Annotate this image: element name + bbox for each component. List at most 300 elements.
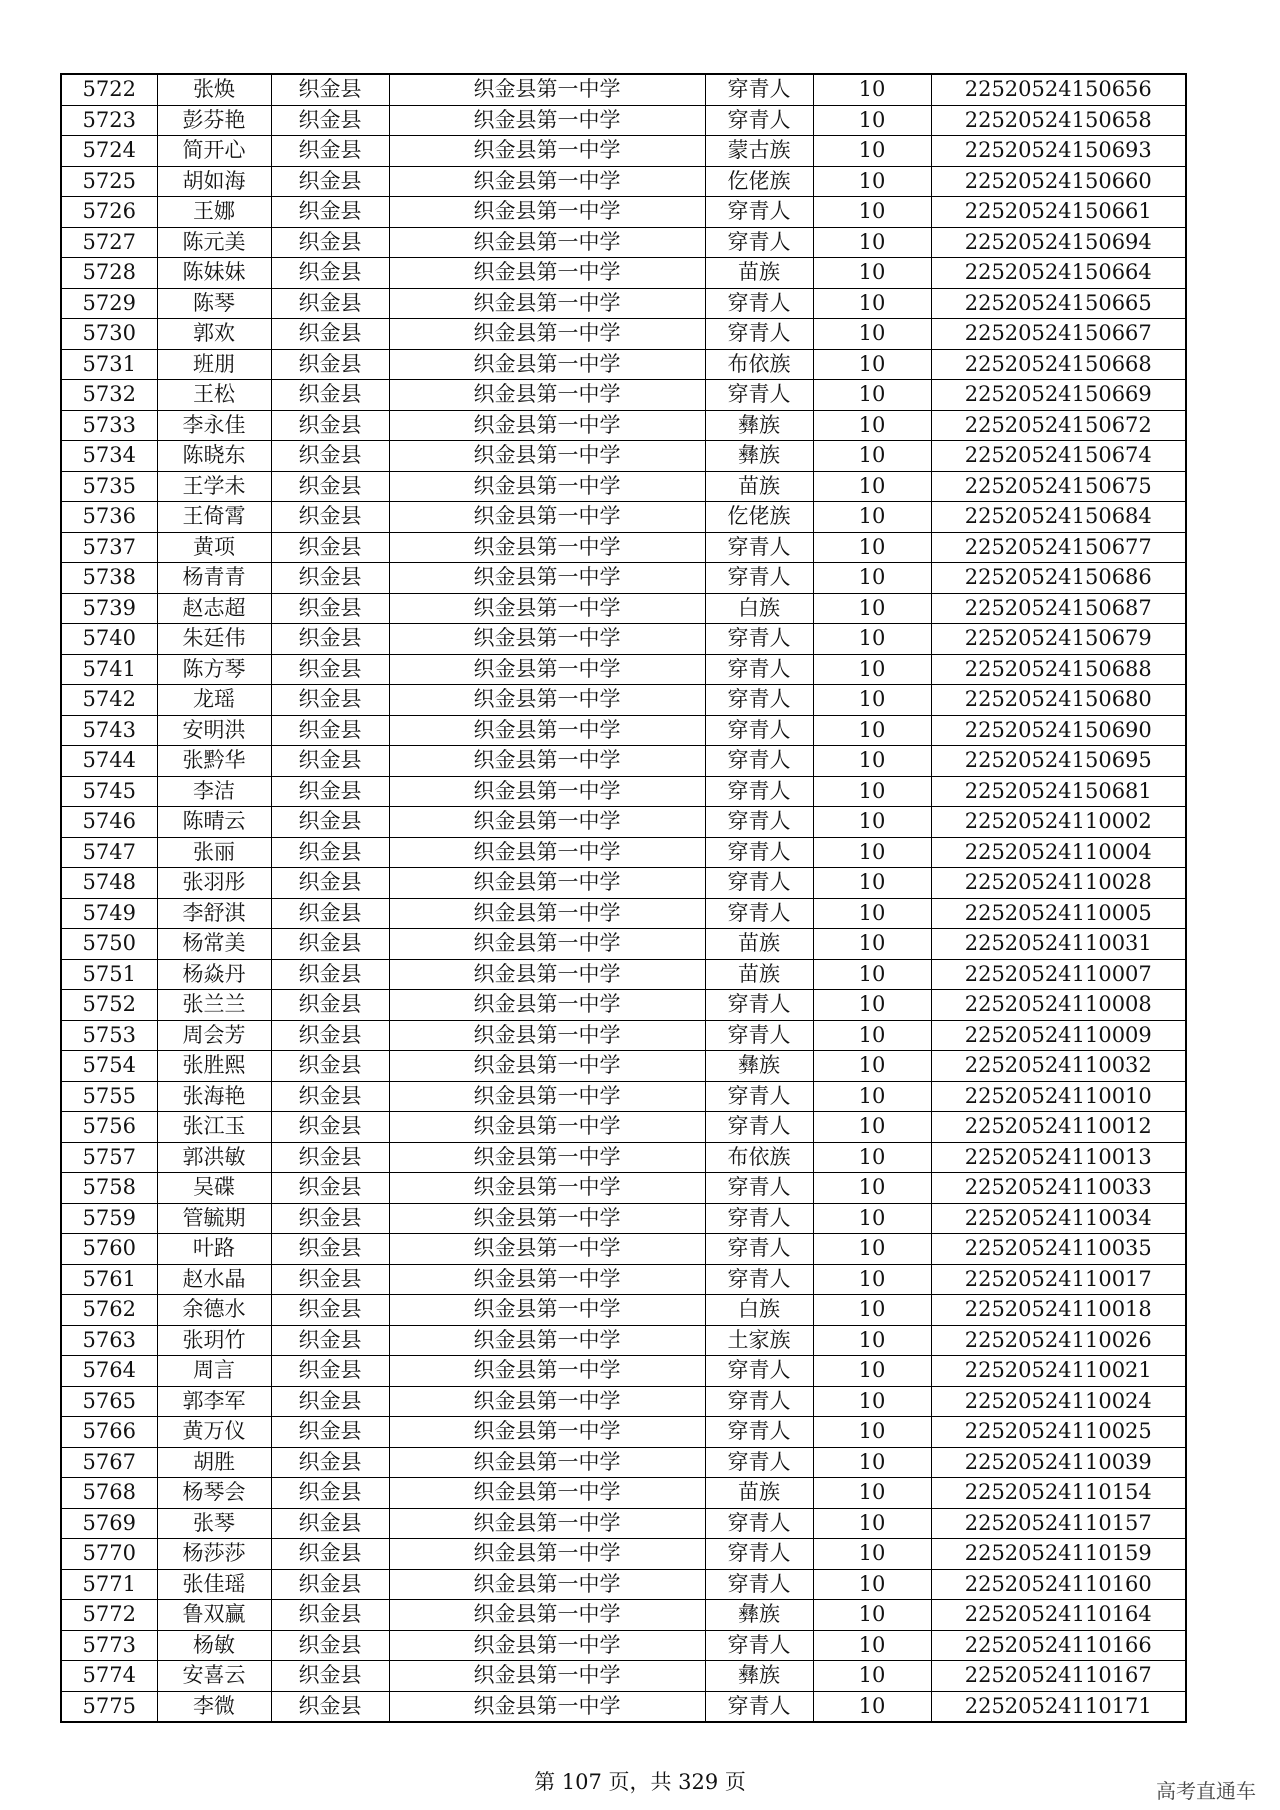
ethnicity-cell: 穿青人: [705, 1020, 813, 1051]
exam-id-cell: 22520524110032: [931, 1051, 1186, 1082]
serial-number-cell: 5741: [61, 654, 157, 685]
grade-cell: 10: [813, 898, 931, 929]
exam-id-cell: 22520524150694: [931, 227, 1186, 258]
serial-number-cell: 5760: [61, 1234, 157, 1265]
grade-cell: 10: [813, 1569, 931, 1600]
school-cell: 织金县第一中学: [389, 685, 705, 716]
grade-cell: 10: [813, 1173, 931, 1204]
ethnicity-cell: 穿青人: [705, 1508, 813, 1539]
table-row: [61, 319, 1186, 350]
school-cell: 织金县第一中学: [389, 1539, 705, 1570]
school-cell: 织金县第一中学: [389, 715, 705, 746]
serial-number-cell: 5767: [61, 1447, 157, 1478]
ethnicity-cell: 仡佬族: [705, 502, 813, 533]
serial-number-cell: 5758: [61, 1173, 157, 1204]
school-cell: 织金县第一中学: [389, 166, 705, 197]
table-row: [61, 1478, 1186, 1509]
grade-cell: 10: [813, 746, 931, 777]
grade-cell: 10: [813, 685, 931, 716]
serial-number-cell: 5751: [61, 959, 157, 990]
student-name-cell: 陈琴: [157, 288, 271, 319]
student-name-cell: 王倚霄: [157, 502, 271, 533]
grade-cell: 10: [813, 776, 931, 807]
serial-number-cell: 5735: [61, 471, 157, 502]
county-cell: 织金县: [271, 380, 389, 411]
grade-cell: 10: [813, 1386, 931, 1417]
table-row: [61, 74, 1186, 105]
grade-cell: 10: [813, 1691, 931, 1722]
exam-id-cell: 22520524110157: [931, 1508, 1186, 1539]
ethnicity-cell: 穿青人: [705, 868, 813, 899]
student-name-cell: 郭洪敏: [157, 1142, 271, 1173]
student-name-cell: 王松: [157, 380, 271, 411]
ethnicity-cell: 穿青人: [705, 227, 813, 258]
school-cell: 织金县第一中学: [389, 349, 705, 380]
ethnicity-cell: 穿青人: [705, 1173, 813, 1204]
ethnicity-cell: 穿青人: [705, 1081, 813, 1112]
county-cell: 织金县: [271, 1142, 389, 1173]
student-name-cell: 余德水: [157, 1295, 271, 1326]
grade-cell: 10: [813, 654, 931, 685]
serial-number-cell: 5753: [61, 1020, 157, 1051]
exam-id-cell: 22520524150687: [931, 593, 1186, 624]
county-cell: 织金县: [271, 593, 389, 624]
ethnicity-cell: 穿青人: [705, 746, 813, 777]
county-cell: 织金县: [271, 1081, 389, 1112]
student-name-cell: 郭李军: [157, 1386, 271, 1417]
county-cell: 织金县: [271, 441, 389, 472]
school-cell: 织金县第一中学: [389, 258, 705, 289]
student-name-cell: 朱廷伟: [157, 624, 271, 655]
exam-id-cell: 22520524150665: [931, 288, 1186, 319]
table-row: [61, 624, 1186, 655]
county-cell: 织金县: [271, 1478, 389, 1509]
grade-cell: 10: [813, 1264, 931, 1295]
county-cell: 织金县: [271, 74, 389, 105]
ethnicity-cell: 苗族: [705, 929, 813, 960]
table-row: [61, 746, 1186, 777]
table-row: [61, 1508, 1186, 1539]
ethnicity-cell: 穿青人: [705, 654, 813, 685]
student-name-cell: 陈元美: [157, 227, 271, 258]
serial-number-cell: 5728: [61, 258, 157, 289]
table-body: [61, 74, 1186, 1722]
student-name-cell: 杨青青: [157, 563, 271, 594]
table-row: [61, 105, 1186, 136]
ethnicity-cell: 彝族: [705, 1051, 813, 1082]
county-cell: 织金县: [271, 197, 389, 228]
county-cell: 织金县: [271, 837, 389, 868]
ethnicity-cell: 穿青人: [705, 898, 813, 929]
grade-cell: 10: [813, 380, 931, 411]
serial-number-cell: 5725: [61, 166, 157, 197]
county-cell: 织金县: [271, 166, 389, 197]
school-cell: 织金县第一中学: [389, 1112, 705, 1143]
serial-number-cell: 5770: [61, 1539, 157, 1570]
student-name-cell: 张丽: [157, 837, 271, 868]
school-cell: 织金县第一中学: [389, 1600, 705, 1631]
student-name-cell: 陈妹妹: [157, 258, 271, 289]
grade-cell: 10: [813, 532, 931, 563]
serial-number-cell: 5738: [61, 563, 157, 594]
school-cell: 织金县第一中学: [389, 74, 705, 105]
table-row: [61, 807, 1186, 838]
school-cell: 织金县第一中学: [389, 868, 705, 899]
county-cell: 织金县: [271, 258, 389, 289]
school-cell: 织金县第一中学: [389, 929, 705, 960]
table-row: [61, 1661, 1186, 1692]
exam-id-cell: 22520524150660: [931, 166, 1186, 197]
table-row: [61, 441, 1186, 472]
ethnicity-cell: 苗族: [705, 1478, 813, 1509]
serial-number-cell: 5729: [61, 288, 157, 319]
exam-id-cell: 22520524110024: [931, 1386, 1186, 1417]
serial-number-cell: 5742: [61, 685, 157, 716]
student-name-cell: 班朋: [157, 349, 271, 380]
county-cell: 织金县: [271, 898, 389, 929]
student-name-cell: 杨莎莎: [157, 1539, 271, 1570]
serial-number-cell: 5755: [61, 1081, 157, 1112]
ethnicity-cell: 穿青人: [705, 807, 813, 838]
school-cell: 织金县第一中学: [389, 776, 705, 807]
table-row: [61, 410, 1186, 441]
ethnicity-cell: 布依族: [705, 349, 813, 380]
school-cell: 织金县第一中学: [389, 410, 705, 441]
grade-cell: 10: [813, 929, 931, 960]
student-name-cell: 陈方琴: [157, 654, 271, 685]
county-cell: 织金县: [271, 1051, 389, 1082]
serial-number-cell: 5766: [61, 1417, 157, 1448]
school-cell: 织金县第一中学: [389, 1234, 705, 1265]
student-name-cell: 王学未: [157, 471, 271, 502]
serial-number-cell: 5744: [61, 746, 157, 777]
table-row: [61, 929, 1186, 960]
ethnicity-cell: 穿青人: [705, 1386, 813, 1417]
serial-number-cell: 5731: [61, 349, 157, 380]
table-row: [61, 1600, 1186, 1631]
ethnicity-cell: 白族: [705, 1295, 813, 1326]
school-cell: 织金县第一中学: [389, 654, 705, 685]
county-cell: 织金县: [271, 1569, 389, 1600]
school-cell: 织金县第一中学: [389, 1386, 705, 1417]
school-cell: 织金县第一中学: [389, 563, 705, 594]
grade-cell: 10: [813, 105, 931, 136]
student-name-cell: 陈晓东: [157, 441, 271, 472]
ethnicity-cell: 穿青人: [705, 532, 813, 563]
ethnicity-cell: 布依族: [705, 1142, 813, 1173]
student-name-cell: 张焕: [157, 74, 271, 105]
table-row: [61, 959, 1186, 990]
table-row: [61, 1630, 1186, 1661]
exam-id-cell: 22520524110012: [931, 1112, 1186, 1143]
table-row: [61, 1081, 1186, 1112]
school-cell: 织金县第一中学: [389, 1051, 705, 1082]
serial-number-cell: 5771: [61, 1569, 157, 1600]
table-row: [61, 1386, 1186, 1417]
serial-number-cell: 5727: [61, 227, 157, 258]
school-cell: 织金县第一中学: [389, 1447, 705, 1478]
table-row: [61, 136, 1186, 167]
student-name-cell: 李永佳: [157, 410, 271, 441]
student-name-cell: 李微: [157, 1691, 271, 1722]
school-cell: 织金县第一中学: [389, 1630, 705, 1661]
table-row: [61, 654, 1186, 685]
school-cell: 织金县第一中学: [389, 471, 705, 502]
grade-cell: 10: [813, 471, 931, 502]
ethnicity-cell: 彝族: [705, 1661, 813, 1692]
grade-cell: 10: [813, 1630, 931, 1661]
exam-id-cell: 22520524110002: [931, 807, 1186, 838]
exam-id-cell: 22520524110028: [931, 868, 1186, 899]
exam-id-cell: 22520524110160: [931, 1569, 1186, 1600]
school-cell: 织金县第一中学: [389, 1508, 705, 1539]
exam-id-cell: 22520524110018: [931, 1295, 1186, 1326]
exam-id-cell: 22520524150681: [931, 776, 1186, 807]
grade-cell: 10: [813, 227, 931, 258]
table-row: [61, 1051, 1186, 1082]
serial-number-cell: 5732: [61, 380, 157, 411]
grade-cell: 10: [813, 197, 931, 228]
grade-cell: 10: [813, 1020, 931, 1051]
table-row: [61, 1447, 1186, 1478]
exam-id-cell: 22520524150664: [931, 258, 1186, 289]
exam-id-cell: 22520524150656: [931, 74, 1186, 105]
serial-number-cell: 5749: [61, 898, 157, 929]
ethnicity-cell: 穿青人: [705, 1234, 813, 1265]
table-row: [61, 715, 1186, 746]
student-name-cell: 张海艳: [157, 1081, 271, 1112]
ethnicity-cell: 穿青人: [705, 319, 813, 350]
student-name-cell: 郭欢: [157, 319, 271, 350]
student-name-cell: 王娜: [157, 197, 271, 228]
grade-cell: 10: [813, 1661, 931, 1692]
school-cell: 织金县第一中学: [389, 1356, 705, 1387]
student-name-cell: 陈晴云: [157, 807, 271, 838]
grade-cell: 10: [813, 990, 931, 1021]
student-name-cell: 张江玉: [157, 1112, 271, 1143]
student-name-cell: 龙瑶: [157, 685, 271, 716]
county-cell: 织金县: [271, 1020, 389, 1051]
ethnicity-cell: 穿青人: [705, 837, 813, 868]
grade-cell: 10: [813, 166, 931, 197]
student-name-cell: 胡胜: [157, 1447, 271, 1478]
county-cell: 织金县: [271, 807, 389, 838]
grade-cell: 10: [813, 1478, 931, 1509]
serial-number-cell: 5750: [61, 929, 157, 960]
grade-cell: 10: [813, 1600, 931, 1631]
county-cell: 织金县: [271, 471, 389, 502]
exam-id-cell: 22520524150669: [931, 380, 1186, 411]
grade-cell: 10: [813, 1203, 931, 1234]
school-cell: 织金县第一中学: [389, 441, 705, 472]
table-row: [61, 685, 1186, 716]
ethnicity-cell: 苗族: [705, 471, 813, 502]
grade-cell: 10: [813, 349, 931, 380]
serial-number-cell: 5730: [61, 319, 157, 350]
exam-id-cell: 22520524150677: [931, 532, 1186, 563]
ethnicity-cell: 穿青人: [705, 685, 813, 716]
exam-id-cell: 22520524110031: [931, 929, 1186, 960]
exam-id-cell: 22520524150668: [931, 349, 1186, 380]
county-cell: 织金县: [271, 1386, 389, 1417]
grade-cell: 10: [813, 563, 931, 594]
exam-id-cell: 22520524110010: [931, 1081, 1186, 1112]
grade-cell: 10: [813, 1051, 931, 1082]
exam-id-cell: 22520524110009: [931, 1020, 1186, 1051]
serial-number-cell: 5746: [61, 807, 157, 838]
grade-cell: 10: [813, 1447, 931, 1478]
serial-number-cell: 5737: [61, 532, 157, 563]
table-row: [61, 837, 1186, 868]
exam-id-cell: 22520524150695: [931, 746, 1186, 777]
grade-cell: 10: [813, 624, 931, 655]
school-cell: 织金县第一中学: [389, 1661, 705, 1692]
table-row: [61, 1234, 1186, 1265]
county-cell: 织金县: [271, 136, 389, 167]
ethnicity-cell: 穿青人: [705, 1264, 813, 1295]
grade-cell: 10: [813, 74, 931, 105]
exam-id-cell: 22520524110005: [931, 898, 1186, 929]
table-row: [61, 471, 1186, 502]
table-row: [61, 868, 1186, 899]
county-cell: 织金县: [271, 349, 389, 380]
table-row: [61, 593, 1186, 624]
exam-id-cell: 22520524110004: [931, 837, 1186, 868]
exam-id-cell: 22520524150672: [931, 410, 1186, 441]
ethnicity-cell: 彝族: [705, 441, 813, 472]
serial-number-cell: 5740: [61, 624, 157, 655]
grade-cell: 10: [813, 807, 931, 838]
serial-number-cell: 5775: [61, 1691, 157, 1722]
exam-id-cell: 22520524110039: [931, 1447, 1186, 1478]
ethnicity-cell: 穿青人: [705, 74, 813, 105]
serial-number-cell: 5765: [61, 1386, 157, 1417]
grade-cell: 10: [813, 1356, 931, 1387]
student-list-table: [60, 73, 1187, 1723]
exam-id-cell: 22520524150661: [931, 197, 1186, 228]
table-row: [61, 1264, 1186, 1295]
county-cell: 织金县: [271, 1539, 389, 1570]
school-cell: 织金县第一中学: [389, 319, 705, 350]
exam-id-cell: 22520524150680: [931, 685, 1186, 716]
school-cell: 织金县第一中学: [389, 593, 705, 624]
student-name-cell: 叶路: [157, 1234, 271, 1265]
ethnicity-cell: 穿青人: [705, 288, 813, 319]
exam-id-cell: 22520524110164: [931, 1600, 1186, 1631]
table-row: [61, 502, 1186, 533]
table-row: [61, 776, 1186, 807]
serial-number-cell: 5752: [61, 990, 157, 1021]
grade-cell: 10: [813, 1539, 931, 1570]
school-cell: 织金县第一中学: [389, 1417, 705, 1448]
student-name-cell: 李洁: [157, 776, 271, 807]
school-cell: 织金县第一中学: [389, 136, 705, 167]
exam-id-cell: 22520524150674: [931, 441, 1186, 472]
grade-cell: 10: [813, 319, 931, 350]
student-name-cell: 安喜云: [157, 1661, 271, 1692]
table-row: [61, 1691, 1186, 1722]
county-cell: 织金县: [271, 1356, 389, 1387]
grade-cell: 10: [813, 1295, 931, 1326]
ethnicity-cell: 穿青人: [705, 563, 813, 594]
grade-cell: 10: [813, 1508, 931, 1539]
table-row: [61, 1173, 1186, 1204]
county-cell: 织金县: [271, 227, 389, 258]
student-name-cell: 张琴: [157, 1508, 271, 1539]
school-cell: 织金县第一中学: [389, 502, 705, 533]
exam-id-cell: 22520524110033: [931, 1173, 1186, 1204]
exam-id-cell: 22520524150688: [931, 654, 1186, 685]
table-row: [61, 898, 1186, 929]
school-cell: 织金县第一中学: [389, 1142, 705, 1173]
serial-number-cell: 5759: [61, 1203, 157, 1234]
grade-cell: 10: [813, 1081, 931, 1112]
county-cell: 织金县: [271, 1600, 389, 1631]
exam-id-cell: 22520524110159: [931, 1539, 1186, 1570]
county-cell: 织金县: [271, 685, 389, 716]
serial-number-cell: 5761: [61, 1264, 157, 1295]
school-cell: 织金县第一中学: [389, 1173, 705, 1204]
exam-id-cell: 22520524110025: [931, 1417, 1186, 1448]
school-cell: 织金县第一中学: [389, 1325, 705, 1356]
student-name-cell: 张胜熙: [157, 1051, 271, 1082]
exam-id-cell: 22520524110007: [931, 959, 1186, 990]
table-row: [61, 227, 1186, 258]
ethnicity-cell: 彝族: [705, 410, 813, 441]
school-cell: 织金县第一中学: [389, 1295, 705, 1326]
ethnicity-cell: 穿青人: [705, 776, 813, 807]
grade-cell: 10: [813, 1142, 931, 1173]
serial-number-cell: 5724: [61, 136, 157, 167]
exam-id-cell: 22520524150690: [931, 715, 1186, 746]
student-name-cell: 张羽彤: [157, 868, 271, 899]
county-cell: 织金县: [271, 654, 389, 685]
grade-cell: 10: [813, 959, 931, 990]
exam-id-cell: 22520524110035: [931, 1234, 1186, 1265]
school-cell: 织金县第一中学: [389, 837, 705, 868]
ethnicity-cell: 穿青人: [705, 1691, 813, 1722]
county-cell: 织金县: [271, 1630, 389, 1661]
student-name-cell: 黄万仪: [157, 1417, 271, 1448]
school-cell: 织金县第一中学: [389, 197, 705, 228]
exam-id-cell: 22520524150684: [931, 502, 1186, 533]
ethnicity-cell: 穿青人: [705, 197, 813, 228]
student-name-cell: 胡如海: [157, 166, 271, 197]
exam-id-cell: 22520524110154: [931, 1478, 1186, 1509]
school-cell: 织金县第一中学: [389, 105, 705, 136]
school-cell: 织金县第一中学: [389, 1020, 705, 1051]
county-cell: 织金县: [271, 715, 389, 746]
grade-cell: 10: [813, 258, 931, 289]
ethnicity-cell: 穿青人: [705, 1539, 813, 1570]
grade-cell: 10: [813, 1417, 931, 1448]
student-name-cell: 周会芳: [157, 1020, 271, 1051]
county-cell: 织金县: [271, 746, 389, 777]
county-cell: 织金县: [271, 563, 389, 594]
serial-number-cell: 5764: [61, 1356, 157, 1387]
grade-cell: 10: [813, 410, 931, 441]
serial-number-cell: 5768: [61, 1478, 157, 1509]
serial-number-cell: 5747: [61, 837, 157, 868]
serial-number-cell: 5736: [61, 502, 157, 533]
student-name-cell: 张佳瑶: [157, 1569, 271, 1600]
county-cell: 织金县: [271, 288, 389, 319]
student-name-cell: 鲁双赢: [157, 1600, 271, 1631]
student-name-cell: 赵水晶: [157, 1264, 271, 1295]
student-name-cell: 张黔华: [157, 746, 271, 777]
exam-id-cell: 22520524110171: [931, 1691, 1186, 1722]
ethnicity-cell: 仡佬族: [705, 166, 813, 197]
